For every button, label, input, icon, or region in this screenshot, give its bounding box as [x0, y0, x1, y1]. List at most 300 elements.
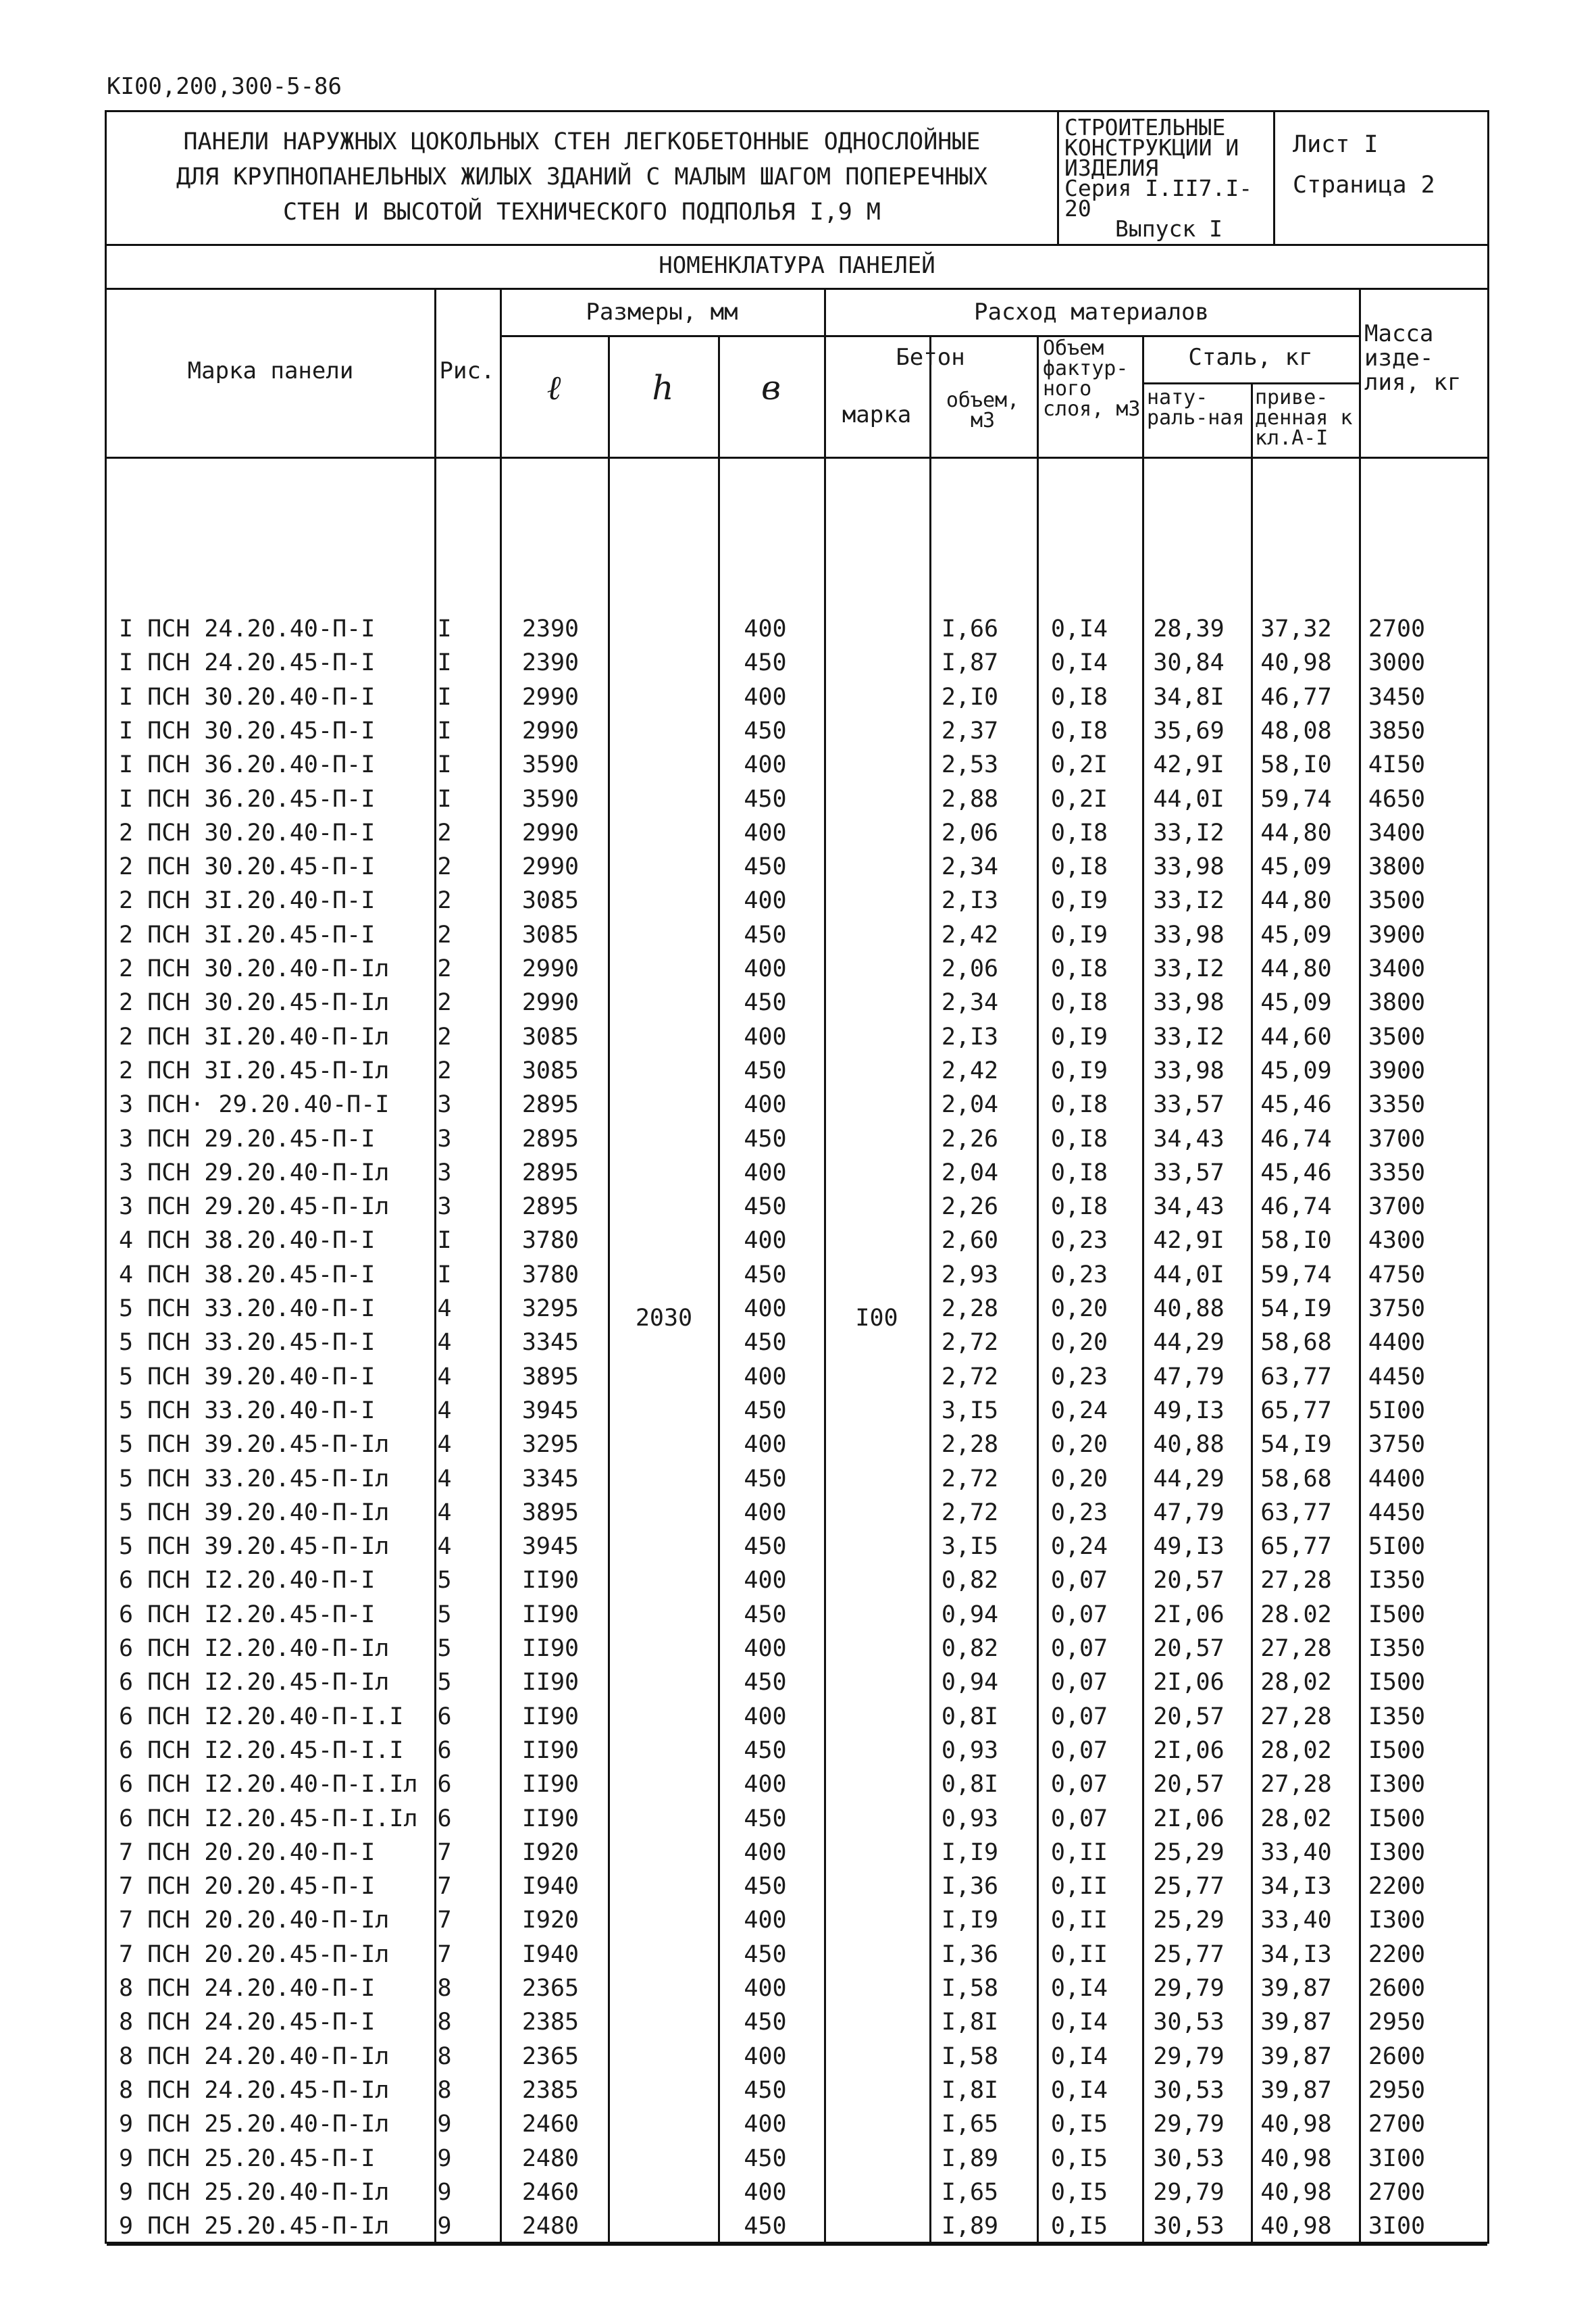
table-cell: 400 — [744, 1567, 787, 1594]
table-cell: I940 — [521, 1873, 580, 1901]
table-cell: I ПСН 30.20.45-П-I — [119, 717, 376, 745]
table-cell: 2990 — [521, 989, 580, 1017]
table-cell: 2990 — [521, 955, 580, 982]
table-cell: 2200 — [1368, 1940, 1426, 1968]
table-cell: 34,43 — [1153, 1125, 1225, 1153]
table-cell: I,89 — [941, 2213, 999, 2240]
table-cell: 5 ПСН 33.20.45-П-Iл — [119, 1465, 390, 1492]
table-cell: I ПСН 36.20.40-П-I — [119, 751, 376, 779]
table-cell: 450 — [744, 1125, 787, 1153]
table-cell: 3700 — [1368, 1193, 1426, 1221]
table-cell: 0,I8 — [1050, 683, 1108, 711]
table-cell: I500 — [1368, 1805, 1426, 1832]
table-cell: 44,29 — [1153, 1329, 1225, 1357]
table-cell: 2,06 — [941, 955, 999, 982]
table-cell: 0,20 — [1050, 1431, 1108, 1459]
table-cell: 30,53 — [1153, 2144, 1225, 2172]
table-cell: 5 ПСН 33.20.45-П-I — [119, 1329, 376, 1357]
table-cell: 4 ПСН 38.20.40-П-I — [119, 1227, 376, 1255]
table-cell: 33,57 — [1153, 1091, 1225, 1119]
table-cell: 33,I2 — [1153, 887, 1225, 915]
table-cell: I300 — [1368, 1771, 1426, 1799]
table-row — [107, 1903, 1487, 1937]
table-cell: 450 — [744, 1397, 787, 1424]
table-row — [107, 2142, 1487, 2175]
table-cell: 0,I5 — [1050, 2178, 1108, 2206]
table-cell: II90 — [521, 1601, 580, 1628]
table-cell: 63,77 — [1260, 1499, 1332, 1526]
table-row — [107, 1462, 1487, 1496]
table-cell: 2,72 — [941, 1363, 999, 1390]
table-cell: 4400 — [1368, 1329, 1426, 1357]
table-cell: 0,I9 — [1050, 921, 1108, 949]
table-cell: 450 — [744, 1057, 787, 1084]
table-cell: 0,I8 — [1050, 819, 1108, 847]
table-row — [107, 1054, 1487, 1088]
table-cell: 35,69 — [1153, 717, 1225, 745]
table-row — [107, 2175, 1487, 2209]
table-cell: 450 — [744, 2213, 787, 2240]
table-cell: 3800 — [1368, 853, 1426, 881]
table-cell: 0,I8 — [1050, 1193, 1108, 1221]
table-cell: 0,24 — [1050, 1533, 1108, 1561]
table-cell: 46,77 — [1260, 683, 1332, 711]
table-cell: 8 — [437, 2009, 452, 2036]
table-cell: 2950 — [1368, 2009, 1426, 2036]
table-cell: 29,79 — [1153, 2111, 1225, 2138]
table-cell: I ПСН 24.20.40-П-I — [119, 615, 376, 643]
table-cell: 0,II — [1050, 1907, 1108, 1934]
table-cell: 2460 — [521, 2178, 580, 2206]
table-cell: 5 ПСН 39.20.45-П-Iл — [119, 1533, 390, 1561]
table-cell: 4 — [437, 1397, 452, 1424]
table-cell: 7 ПСН 20.20.40-П-Iл — [119, 1907, 390, 1934]
table-cell: 2I,06 — [1153, 1805, 1225, 1832]
table-cell: 3085 — [521, 1023, 580, 1051]
table-cell: II90 — [521, 1771, 580, 1799]
table-row — [107, 714, 1487, 748]
table-cell: 5 — [437, 1635, 452, 1662]
table-cell: 6 ПСН I2.20.40-П-I — [119, 1567, 376, 1594]
table-cell: 8 — [437, 2076, 452, 2104]
table-cell: 4 — [437, 1533, 452, 1561]
table-cell: 400 — [744, 683, 787, 711]
table-cell: 8 — [437, 2042, 452, 2070]
table-cell: 25,29 — [1153, 1907, 1225, 1934]
table-cell: 450 — [744, 1465, 787, 1492]
table-cell: 0,20 — [1050, 1295, 1108, 1322]
table-cell: I ПСН 24.20.45-П-I — [119, 649, 376, 677]
table-cell: 450 — [744, 1601, 787, 1628]
table-cell: 4450 — [1368, 1363, 1426, 1390]
table-cell: 3895 — [521, 1363, 580, 1390]
table-cell: 2,37 — [941, 717, 999, 745]
table-row — [107, 884, 1487, 917]
table-cell: 2 — [437, 921, 452, 949]
table-cell: I,89 — [941, 2144, 999, 2172]
table-row — [107, 1971, 1487, 2005]
table-cell: 5 — [437, 1669, 452, 1696]
table-cell: I,65 — [941, 2178, 999, 2206]
table-cell: 3 ПСН 29.20.45-П-Iл — [119, 1193, 390, 1221]
table-cell: 450 — [744, 853, 787, 881]
table-cell: 450 — [744, 1329, 787, 1357]
table-row — [107, 2209, 1487, 2243]
table-row — [107, 1020, 1487, 1054]
table-row — [107, 680, 1487, 714]
table-cell: 65,77 — [1260, 1397, 1332, 1424]
table-cell: 3590 — [521, 751, 580, 779]
table-cell: 3400 — [1368, 819, 1426, 847]
table-cell: 20,57 — [1153, 1567, 1225, 1594]
table-cell: 59,74 — [1260, 785, 1332, 813]
table-cell: 8 ПСН 24.20.45-П-Iл — [119, 2076, 390, 2104]
table-cell: I — [437, 717, 452, 745]
table-cell: I — [437, 785, 452, 813]
table-cell: II90 — [521, 1567, 580, 1594]
table-cell: I — [437, 615, 452, 643]
table-row — [107, 1632, 1487, 1665]
table-cell: 2 ПСН 3I.20.40-П-I — [119, 887, 376, 915]
header-fig: Рис. — [439, 357, 495, 384]
table-cell: 3780 — [521, 1227, 580, 1255]
header-steel-natural: нату-раль-ная — [1147, 386, 1245, 430]
table-cell: 29,79 — [1153, 2042, 1225, 2070]
table-cell: 30,53 — [1153, 2213, 1225, 2240]
title-line: СТЕН И ВЫСОТОЙ ТЕХНИЧЕСКОГО ПОДПОЛЬЯ I,9 М — [282, 199, 881, 226]
table-cell: 28.02 — [1260, 1601, 1332, 1628]
table-row — [107, 612, 1487, 646]
table-cell: 33,98 — [1153, 1057, 1225, 1084]
table-cell: II90 — [521, 1635, 580, 1662]
table-cell: 58,68 — [1260, 1329, 1332, 1357]
table-cell: 3 — [437, 1159, 452, 1186]
table-cell: 28,02 — [1260, 1805, 1332, 1832]
table-cell: 20,57 — [1153, 1771, 1225, 1799]
table-cell: 0,II — [1050, 1940, 1108, 1968]
table-cell: 63,77 — [1260, 1363, 1332, 1390]
table-cell: 2 ПСН 3I.20.40-П-Iл — [119, 1023, 390, 1051]
table-row — [107, 1938, 1487, 1971]
sheet-block — [1275, 112, 1487, 244]
table-cell: 45,46 — [1260, 1159, 1332, 1186]
table-cell: 4 — [437, 1295, 452, 1322]
table-cell: 45,09 — [1260, 989, 1332, 1017]
table-cell: 27,28 — [1260, 1703, 1332, 1730]
table-cell: 450 — [744, 785, 787, 813]
table-cell: 0,8I — [941, 1771, 999, 1799]
table-cell: 30,84 — [1153, 649, 1225, 677]
table-row — [107, 918, 1487, 952]
table-row — [107, 816, 1487, 850]
table-cell: 29,79 — [1153, 2178, 1225, 2206]
table-cell: 3900 — [1368, 1057, 1426, 1084]
table-cell: 450 — [744, 649, 787, 677]
table-cell: 7 — [437, 1907, 452, 1934]
table-cell: 450 — [744, 1261, 787, 1288]
table-cell: 28,02 — [1260, 1669, 1332, 1696]
table-cell: 2895 — [521, 1159, 580, 1186]
table-cell: 400 — [744, 887, 787, 915]
table-cell: 0,I4 — [1050, 2009, 1108, 2036]
table-row — [107, 1326, 1487, 1359]
table-cell: 39,87 — [1260, 2009, 1332, 2036]
table-cell: 8 ПСН 24.20.45-П-I — [119, 2009, 376, 2036]
table-row — [107, 1360, 1487, 1394]
table-cell: 2460 — [521, 2111, 580, 2138]
table-row — [107, 1292, 1487, 1326]
table-cell: 2I,06 — [1153, 1669, 1225, 1696]
table-cell: 44,0I — [1153, 785, 1225, 813]
table-row — [107, 1428, 1487, 1461]
table-cell: 400 — [744, 2042, 787, 2070]
table-cell: 0,I9 — [1050, 1023, 1108, 1051]
table-cell: 27,28 — [1260, 1771, 1332, 1799]
table-cell: 49,I3 — [1153, 1397, 1225, 1424]
table-cell: 0,20 — [1050, 1329, 1108, 1357]
table-cell: 0,07 — [1050, 1601, 1108, 1628]
table-cell: 0,07 — [1050, 1703, 1108, 1730]
table-cell: II90 — [521, 1805, 580, 1832]
issue-number: Выпуск I — [1115, 216, 1222, 242]
table-cell: 2 ПСН 30.20.45-П-I — [119, 853, 376, 881]
table-cell: 44,0I — [1153, 1261, 1225, 1288]
table-cell: 5I00 — [1368, 1397, 1426, 1424]
table-cell: 3400 — [1368, 955, 1426, 982]
table-cell: I,I9 — [941, 1838, 999, 1866]
table-cell: 33,40 — [1260, 1907, 1332, 1934]
table-cell: 2385 — [521, 2009, 580, 2036]
table-cell: 3590 — [521, 785, 580, 813]
header-concrete: Бетон — [896, 344, 965, 371]
header-l: ℓ — [546, 368, 561, 407]
series-number: Серия I.II7.I-20 — [1064, 175, 1253, 222]
table-cell: 33,I2 — [1153, 819, 1225, 847]
table-cell: 400 — [744, 1499, 787, 1526]
table-cell: 33,57 — [1153, 1159, 1225, 1186]
table-cell: 39,87 — [1260, 1975, 1332, 2002]
table-cell: 400 — [744, 1363, 787, 1390]
table-cell: 27,28 — [1260, 1567, 1332, 1594]
table-cell: 28,39 — [1153, 615, 1225, 643]
table-cell: 46,74 — [1260, 1193, 1332, 1221]
table-cell: 0,94 — [941, 1601, 999, 1628]
table-cell: 7 — [437, 1838, 452, 1866]
table-cell: 3 — [437, 1125, 452, 1153]
table-cell: 4450 — [1368, 1499, 1426, 1526]
table-cell: 7 — [437, 1940, 452, 1968]
table-cell: 8 ПСН 24.20.40-П-Iл — [119, 2042, 390, 2070]
table-cell: 3945 — [521, 1397, 580, 1424]
table-cell: 2200 — [1368, 1873, 1426, 1901]
table-cell: 4750 — [1368, 1261, 1426, 1288]
table-cell: 2990 — [521, 717, 580, 745]
table-row — [107, 2073, 1487, 2107]
table-cell: 0,24 — [1050, 1397, 1108, 1424]
document-code: КI00,200,300-5-86 — [107, 73, 342, 100]
table-cell: 3085 — [521, 1057, 580, 1084]
table-cell: 400 — [744, 1975, 787, 2002]
table-cell: 2,53 — [941, 751, 999, 779]
table-cell: 0,I8 — [1050, 1125, 1108, 1153]
table-cell: 44,60 — [1260, 1023, 1332, 1051]
table-cell: I — [437, 1261, 452, 1288]
table-cell: 2,I3 — [941, 1023, 999, 1051]
concrete-grade-value: I00 — [855, 1305, 898, 1332]
table-cell: I300 — [1368, 1907, 1426, 1934]
table-cell: 9 — [437, 2213, 452, 2240]
table-cell: 2 ПСН 3I.20.45-П-I — [119, 921, 376, 949]
table-cell: 44,80 — [1260, 887, 1332, 915]
table-cell: 27,28 — [1260, 1635, 1332, 1662]
table-cell: 33,I2 — [1153, 1023, 1225, 1051]
table-caption: НОМЕНКЛАТУРА ПАНЕЛЕЙ — [107, 244, 1487, 290]
table-row — [107, 1530, 1487, 1563]
table-cell: 54,I9 — [1260, 1431, 1332, 1459]
table-cell: 40,98 — [1260, 2178, 1332, 2206]
title-block — [107, 112, 1487, 246]
table-cell: 0,I5 — [1050, 2111, 1108, 2138]
table-cell: 2,I0 — [941, 683, 999, 711]
table-cell: 450 — [744, 921, 787, 949]
table-row — [107, 1394, 1487, 1428]
table-row — [107, 986, 1487, 1020]
table-row — [107, 1802, 1487, 1836]
table-row — [107, 2107, 1487, 2141]
table-cell: I,I9 — [941, 1907, 999, 1934]
table-row — [107, 1665, 1487, 1699]
table-cell: 2990 — [521, 819, 580, 847]
table-cell: 25,29 — [1153, 1838, 1225, 1866]
table-cell: 65,77 — [1260, 1533, 1332, 1561]
table-cell: I,87 — [941, 649, 999, 677]
table-cell: 9 ПСН 25.20.45-П-Iл — [119, 2213, 390, 2240]
table-row — [107, 782, 1487, 816]
table-cell: 0,07 — [1050, 1635, 1108, 1662]
header-mass: Масса изде-лия, кг — [1364, 320, 1462, 396]
table-cell: 3085 — [521, 921, 580, 949]
table-cell: 30,53 — [1153, 2076, 1225, 2104]
table-cell: 2,42 — [941, 1057, 999, 1084]
header-steel-reduced: приве-денная к кл.А-I — [1255, 386, 1353, 450]
table-cell: 450 — [744, 1193, 787, 1221]
table-cell: 3450 — [1368, 683, 1426, 711]
series-line: ИЗДЕЛИЯ — [1064, 155, 1159, 181]
table-cell: 2,I3 — [941, 887, 999, 915]
table-cell: 3 — [437, 1091, 452, 1119]
table-cell: 400 — [744, 751, 787, 779]
table-cell: 3 ПСН 29.20.45-П-I — [119, 1125, 376, 1153]
table-cell: 3 ПСН 29.20.40-П-Iл — [119, 1159, 390, 1186]
table-cell: 0,82 — [941, 1635, 999, 1662]
table-cell: 6 ПСН I2.20.40-П-I.I — [119, 1703, 404, 1730]
table-cell: 2 ПСН 30.20.40-П-I — [119, 819, 376, 847]
table-cell: 0,I4 — [1050, 2042, 1108, 2070]
table-cell: 400 — [744, 1703, 787, 1730]
table-cell: 34,8I — [1153, 683, 1225, 711]
table-cell: 400 — [744, 1227, 787, 1255]
table-cell: 2895 — [521, 1091, 580, 1119]
table-cell: 5 ПСН 39.20.40-П-Iл — [119, 1499, 390, 1526]
table-cell: 450 — [744, 2076, 787, 2104]
table-cell: 3I00 — [1368, 2213, 1426, 2240]
sheet-number: Лист I — [1293, 131, 1379, 158]
table-cell: 3850 — [1368, 717, 1426, 745]
table-cell: 0,II — [1050, 1838, 1108, 1866]
table-cell: 400 — [744, 819, 787, 847]
header-facing-volume: Объем фактур-ного слоя, м3 — [1043, 336, 1141, 421]
table-cell: I,58 — [941, 1975, 999, 2002]
table-cell: 4 — [437, 1499, 452, 1526]
header-steel: Сталь, кг — [1188, 344, 1313, 371]
table-cell: 0,20 — [1050, 1465, 1108, 1492]
table-row — [107, 1190, 1487, 1224]
table-cell: 39,87 — [1260, 2076, 1332, 2104]
table-cell: 2990 — [521, 853, 580, 881]
series-line: СТРОИТЕЛЬНЫЕ — [1064, 114, 1226, 141]
table-cell: 20,57 — [1153, 1635, 1225, 1662]
table-cell: 3085 — [521, 887, 580, 915]
table-cell: 0,07 — [1050, 1805, 1108, 1832]
header-rule — [107, 457, 1487, 459]
table-cell: 44,29 — [1153, 1465, 1225, 1492]
table-cell: 5I00 — [1368, 1533, 1426, 1561]
table-cell: 400 — [744, 2178, 787, 2206]
table-cell: 6 ПСН I2.20.45-П-I.Iл — [119, 1805, 418, 1832]
table-cell: 2,06 — [941, 819, 999, 847]
table-row — [107, 1563, 1487, 1597]
table-cell: 7 ПСН 20.20.40-П-I — [119, 1838, 376, 1866]
table-row — [107, 1869, 1487, 1903]
table-cell: I,8I — [941, 2076, 999, 2104]
table-cell: I500 — [1368, 1736, 1426, 1764]
table-cell: 34,I3 — [1260, 1940, 1332, 1968]
table-cell: 6 — [437, 1736, 452, 1764]
table-cell: I — [437, 649, 452, 677]
table-cell: 30,53 — [1153, 2009, 1225, 2036]
table-cell: 2,04 — [941, 1159, 999, 1186]
table-cell: 450 — [744, 1533, 787, 1561]
table-cell: 0,23 — [1050, 1499, 1108, 1526]
table-cell: 2,34 — [941, 989, 999, 1017]
table-cell: 2,26 — [941, 1193, 999, 1221]
table-cell: 0,82 — [941, 1567, 999, 1594]
header-h: h — [652, 368, 674, 407]
table-cell: 2600 — [1368, 2042, 1426, 2070]
table-cell: 400 — [744, 1159, 787, 1186]
table-cell: I500 — [1368, 1669, 1426, 1696]
table-cell: 450 — [744, 1736, 787, 1764]
table-cell: 9 ПСН 25.20.40-П-Iл — [119, 2111, 390, 2138]
table-cell: 0,07 — [1050, 1567, 1108, 1594]
table-cell: I,58 — [941, 2042, 999, 2070]
series-line: КОНСТРУКЦИИ И — [1064, 134, 1239, 161]
table-cell: 4 — [437, 1431, 452, 1459]
table-cell: 3I00 — [1368, 2144, 1426, 2172]
title-line: ПАНЕЛИ НАРУЖНЫХ ЦОКОЛЬНЫХ СТЕН ЛЕГКОБЕТОННЫЕ ОДНОСЛОЙНЫЕ — [183, 128, 981, 155]
table-cell: 0,2I — [1050, 785, 1108, 813]
table-cell: 6 — [437, 1771, 452, 1799]
height-value: 2030 — [635, 1305, 693, 1332]
table-cell: 7 — [437, 1873, 452, 1901]
table-cell: 450 — [744, 989, 787, 1017]
table-cell: 400 — [744, 615, 787, 643]
table-cell: 400 — [744, 1023, 787, 1051]
table-cell: 33,I2 — [1153, 955, 1225, 982]
table-cell: 3750 — [1368, 1295, 1426, 1322]
table-row — [107, 850, 1487, 884]
table-cell: 400 — [744, 1771, 787, 1799]
